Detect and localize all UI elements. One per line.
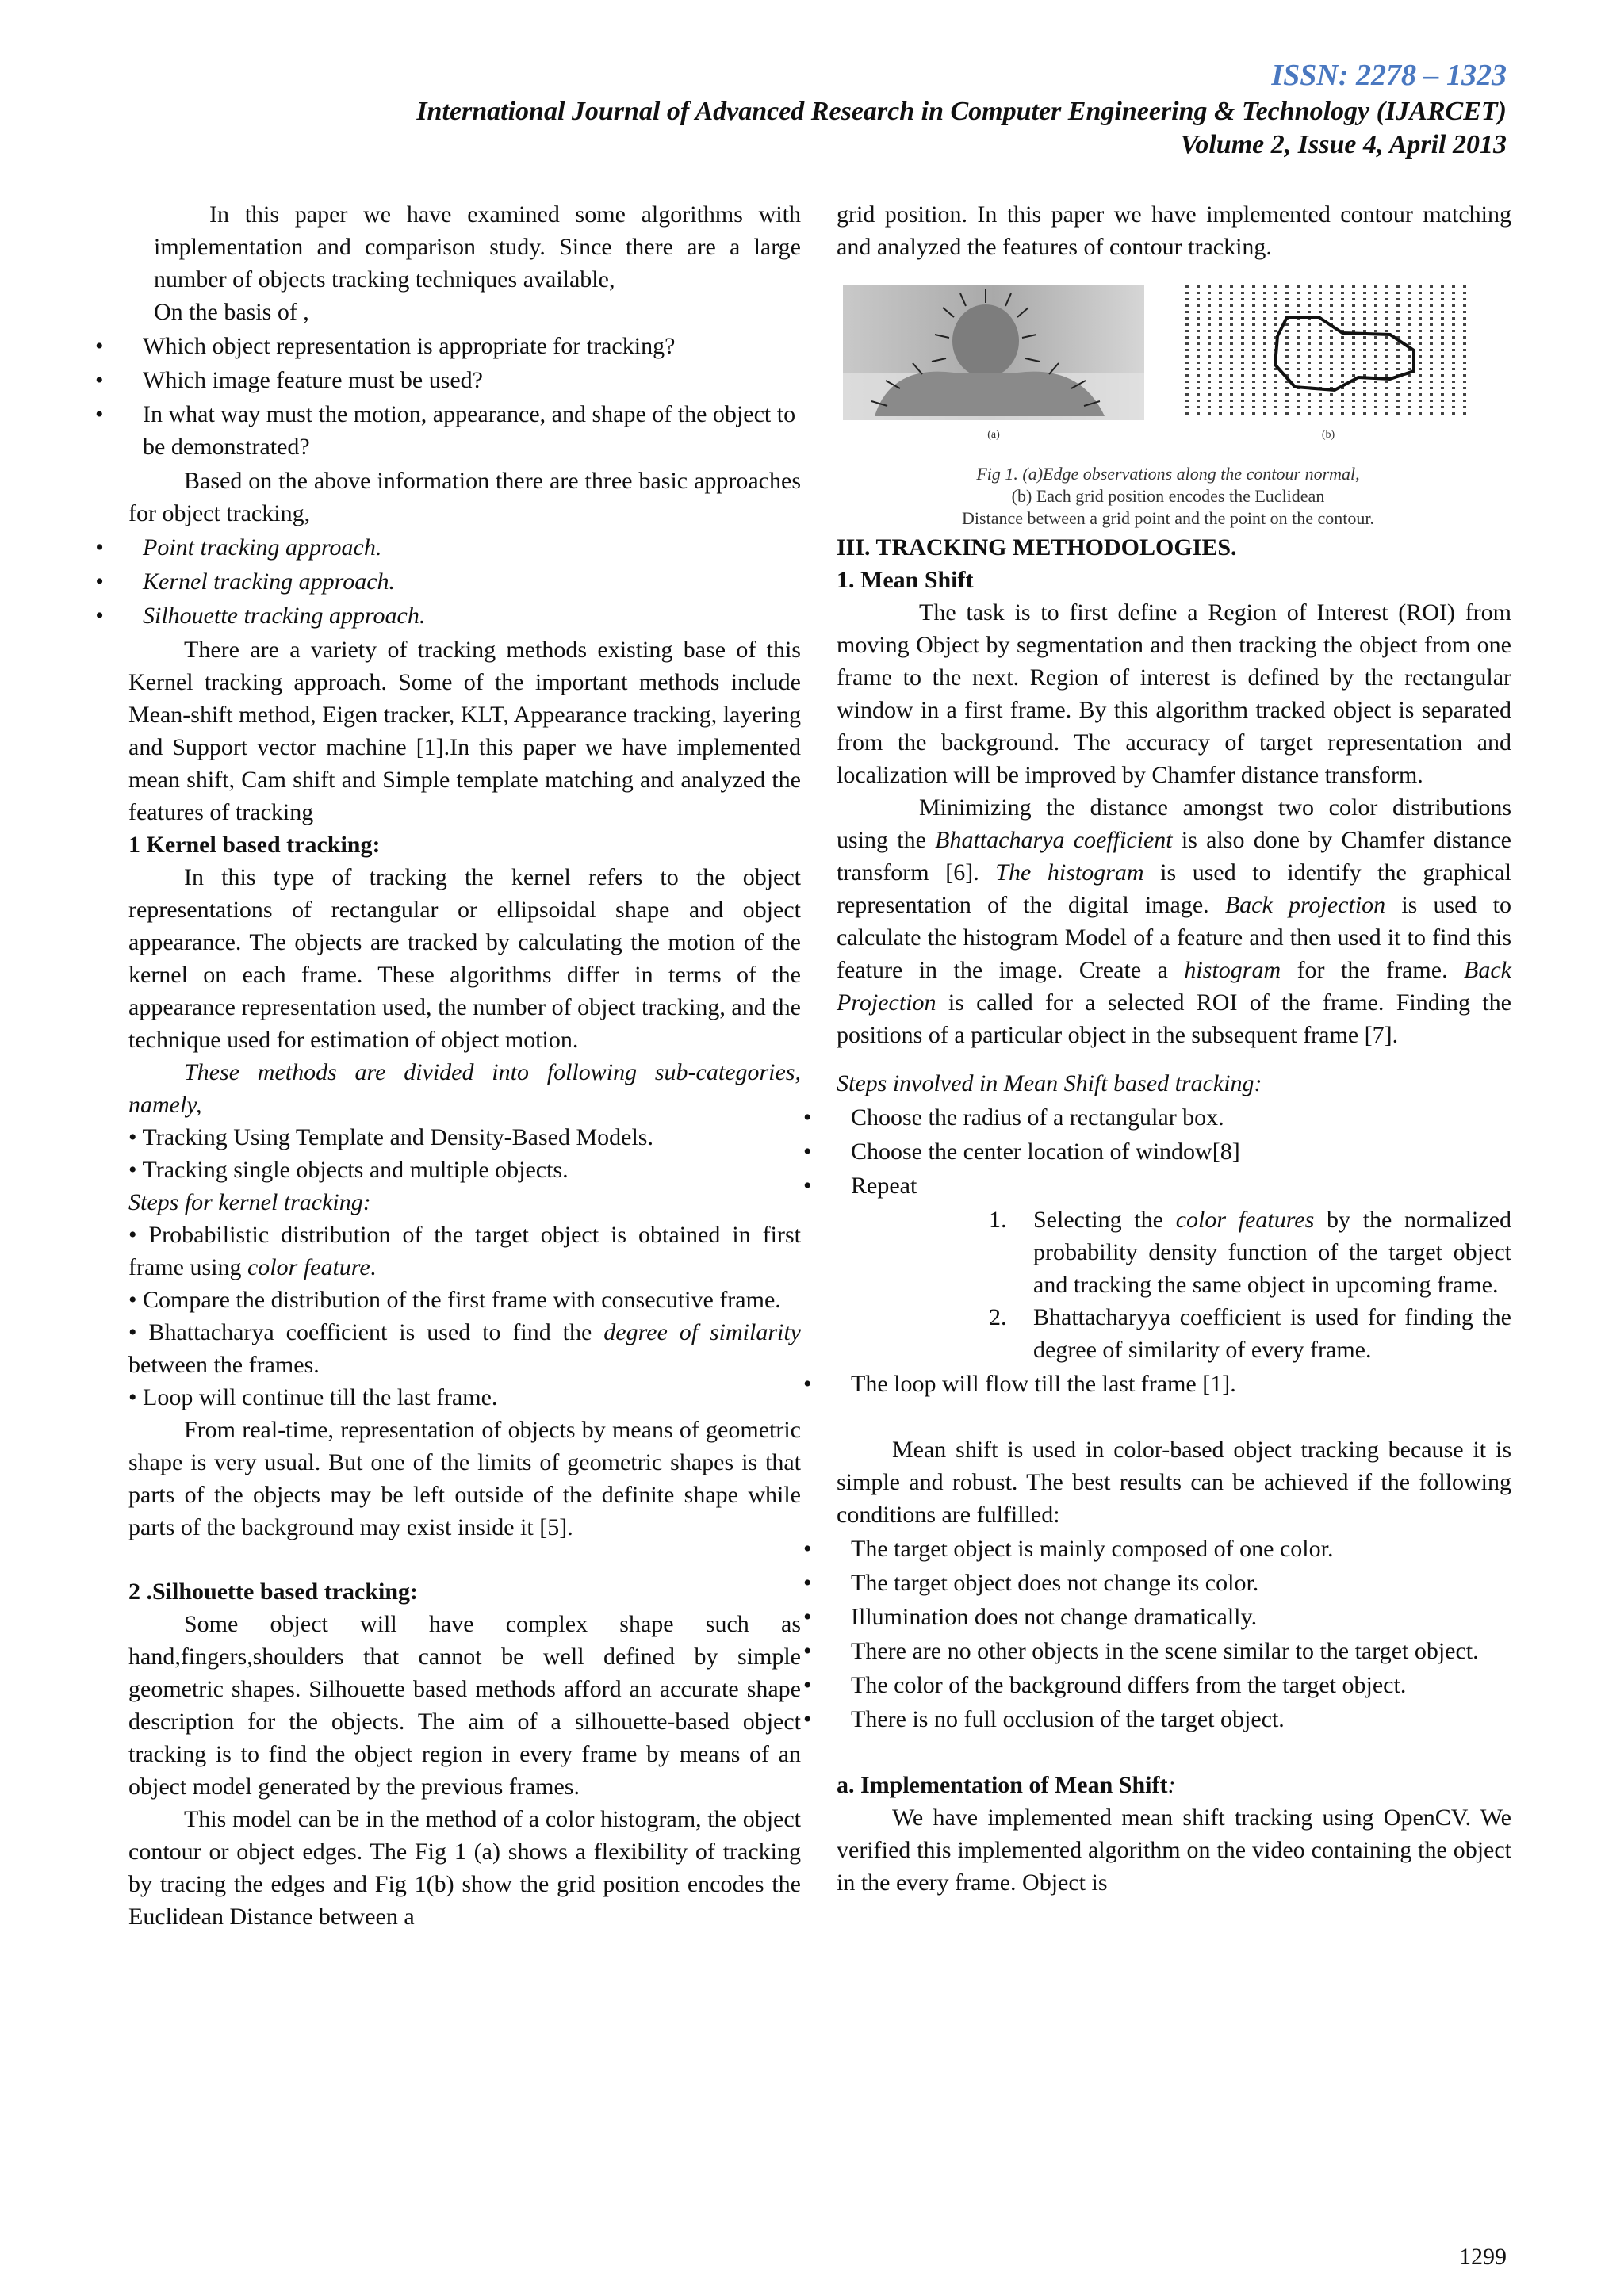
list-item: 2. Bhattacharyya coefficient is used for finding the degree of similarity of every frame. <box>989 1304 1511 1363</box>
mean-shift-steps <box>803 1101 1511 1202</box>
list-item: • Point tracking approach. <box>95 534 382 561</box>
basis-line: On the basis of , <box>154 299 309 325</box>
volume-info: Volume 2, Issue 4, April 2013 <box>1180 130 1507 159</box>
list-item: • Choose the center location of window[8] <box>803 1138 1240 1165</box>
variety-paragraph: There are a variety of tracking methods existing base of this Kernel tracking approach. Some of the important methods include Mean-shift method, Eigen tracker, KLT, Appearance tracking, layering and Support vector machine [1].In this paper we have implemented mean shift, Cam shift and Simple template matching and analyzed the features of tracking <box>128 637 801 825</box>
subcategory-line: These methods are divided into following sub-categories, namely, <box>128 1059 801 1118</box>
list-item: • Kernel tracking approach. <box>95 568 396 595</box>
kernel-paragraph: In this type of tracking the kernel refers to the object representations of rectangular or ellipsoidal shape and object appearance. The objects are tracked by calculating the motion of the kernel on each frame. These algorithms differ in terms of the appearance representation used, the number of object tracking, and the technique used for estimation of object motion. <box>128 864 801 1053</box>
mean-shift-heading: 1. Mean Shift <box>837 567 974 593</box>
steps-heading: Steps involved in Mean Shift based tracking: <box>837 1070 1262 1096</box>
silhouette-heading: 2 .Silhouette based tracking: <box>128 1578 419 1605</box>
figure-1-image <box>843 285 1493 452</box>
realtime-paragraph: From real-time, representation of objects by means of geometric shape is very usual. But one of the limits of geometric shapes is that parts of the objects may be left outside of the definite shape while parts of the background may exist inside it [5]. <box>128 1417 801 1540</box>
subcategory-item: • Tracking single objects and multiple objects. <box>128 1157 569 1183</box>
steps-heading: Steps for kernel tracking: <box>128 1189 371 1215</box>
implementation-heading: a. Implementation of Mean Shift: <box>837 1772 1176 1798</box>
list-item: • The loop will flow till the last frame [1]. <box>803 1371 1236 1397</box>
intro-paragraph: In this paper we have examined some algorithms with implementation and comparison study. Since there are a large number of objects tracking techniques available, <box>154 201 801 293</box>
journal-title: International Journal of Advanced Research in Computer Engineering & Technology (IJARCET) <box>416 97 1507 126</box>
figure-caption: Fig 1. (a)Edge observations along the contour normal, (b) Each grid position encodes the Euclidean Distance between a grid point and the point on the contour. <box>962 464 1374 528</box>
section-heading: III. TRACKING METHODOLOGIES. <box>837 534 1237 561</box>
question-list <box>95 330 801 463</box>
list-item: • There are no other objects in the scene similar to the target object. <box>803 1638 1479 1664</box>
continued-paragraph: grid position. In this paper we have implemented contour matching and analyzed the features of contour tracking. <box>837 201 1511 260</box>
list-item: • The target object does not change its color. <box>803 1570 1259 1596</box>
list-item: 1. Selecting the color features by the normalized probability density function of the target object and tracking the same object in upcoming frame. <box>989 1207 1511 1298</box>
mean-shift-paragraph-2: Minimizing the distance amongst two color distributions using the Bhattacharya coefficient is also done by Chamfer distance transform [6]. The histogram is used to identify the graphical representation of the digital image. Back projection is used to calculate the histogram Model of a feature and then used it to find this feature in the image. Create a histogram for the frame. Back Projection is called for a selected ROI of the frame. Finding the positions of a particular object in the subsequent frame [7]. <box>837 794 1512 1048</box>
list-item: • In what way must the motion, appearance, and shape of the object to be demonstrated? <box>95 401 796 460</box>
list-item: • The color of the background differs from the target object. <box>803 1672 1407 1698</box>
head-shape <box>952 304 1019 377</box>
label-a: (a) <box>987 429 1000 441</box>
conditions-list <box>803 1533 1511 1735</box>
kernel-step-1: • Probabilistic distribution of the target object is obtained in first frame using color feature. <box>128 1222 801 1280</box>
grid-panel <box>1180 285 1477 420</box>
list-item: • There is no full occlusion of the target object. <box>803 1706 1285 1732</box>
mean-shift-use-paragraph: Mean shift is used in color-based object tracking because it is simple and robust. The best results can be achieved if the following conditions are fulfilled: <box>837 1437 1511 1528</box>
list-item: • The target object is mainly composed of one color. <box>803 1536 1334 1562</box>
kernel-step-2: • Compare the distribution of the first frame with consecutive frame. <box>128 1287 781 1313</box>
list-item: • Silhouette tracking approach. <box>95 603 426 629</box>
list-item: • Illumination does not change dramatically. <box>803 1604 1258 1630</box>
figure-1 <box>843 285 1493 528</box>
kernel-step-4: • Loop will continue till the last frame. <box>128 1384 498 1410</box>
right-column <box>803 198 1512 1899</box>
silhouette-paragraph: Some object will have complex shape such as hand,fingers,shoulders that cannot be well defined by simple geometric shapes. Silhouette based methods afford an accurate shape description for the objects. The aim of a silhouette-based object tracking is to find the object region in every frame by means of an object model generated by the previous frames. <box>128 1611 801 1800</box>
subcategory-item: • Tracking Using Template and Density-Based Models. <box>128 1124 653 1150</box>
model-paragraph: This model can be in the method of a color histogram, the object contour or object edges. The Fig 1 (a) shows a flexibility of tracking by tracing the edges and Fig 1(b) show the grid position encodes the Euclidean Distance between a <box>128 1806 801 1930</box>
repeat-substeps <box>837 1203 1511 1366</box>
kernel-step-3: • Bhattacharya coefficient is used to find the degree of similarity between the frames. <box>128 1319 801 1378</box>
list-item: • Which object representation is appropriate for tracking? <box>95 333 676 359</box>
implementation-paragraph: We have implemented mean shift tracking using OpenCV. We verified this implemented algorithm on the video containing the object in the every frame. Object is <box>837 1804 1511 1896</box>
mean-shift-last-step <box>803 1368 1511 1400</box>
issn: ISSN: 2278 – 1323 <box>1271 59 1507 92</box>
left-column <box>95 198 801 1933</box>
approaches-intro: Based on the above information there are three basic approaches for object tracking, <box>128 468 801 526</box>
mean-shift-paragraph-1: The task is to first define a Region of Interest (ROI) from moving Object by segmentation and then tracking the object from one frame to the next. Region of interest is defined by the rectangular window in a first frame. By this algorithm tracked object is separated from the background. The accuracy of target representation and localization will be improved by Chamfer distance transform. <box>837 599 1511 788</box>
approach-list <box>95 531 801 632</box>
list-item: • Repeat <box>803 1173 917 1199</box>
label-b: (b) <box>1321 429 1335 441</box>
kernel-heading: 1 Kernel based tracking: <box>128 832 381 858</box>
page-header <box>416 55 1507 162</box>
list-item: • Choose the radius of a rectangular box. <box>803 1104 1224 1131</box>
page-number: 1299 <box>1459 2244 1507 2270</box>
list-item: • Which image feature must be used? <box>95 367 483 393</box>
